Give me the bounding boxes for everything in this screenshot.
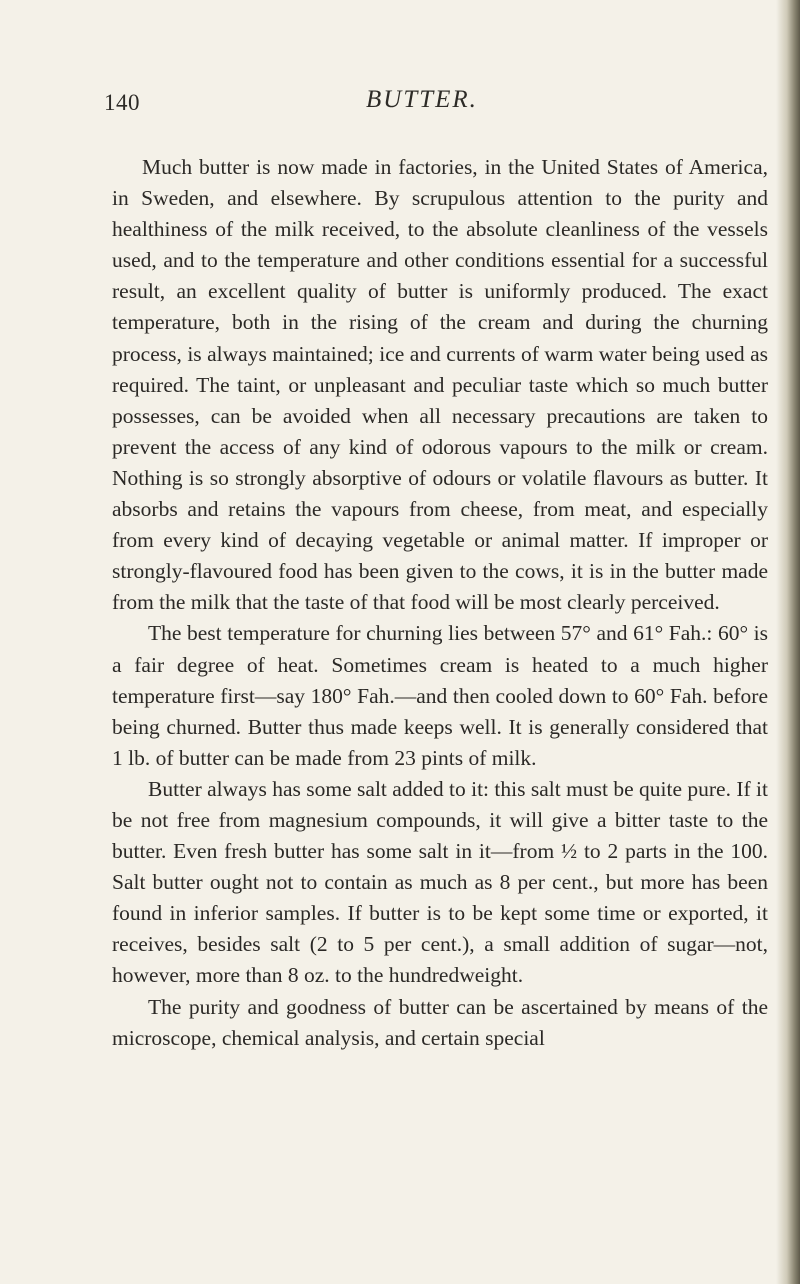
page-edge-shadow <box>776 0 800 1284</box>
paragraph-purity: The purity and goodness of butter can be ascertained by means of the microscope, chemical analysis, and certain special <box>112 994 768 1050</box>
paragraph-salt: Butter always has some salt added to it: this salt must be quite pure. If it be not free from magnesium compounds, it will give a bitter taste to the butter. Even fresh butter has some salt in it—from ½ to 2 parts in the 100. Salt butter ought not to contain as much as 8 per cent., but more has been found in inferior samples. If butter is to be kept some time or exported, it receives, besides salt (2 to 5 per cent.), a small addition of sugar—not, however, more than 8 oz. to the hundredweight. <box>112 776 768 988</box>
paragraph-temperature: The best temperature for churning lies between 57° and 61° Fah.: 60° is a fair degree of heat. Sometimes cream is heated to a much higher temperature first—say 180° Fah.—and then cooled down to 60° Fah. before being churned. Butter thus made keeps well. It is generally considered that 1 lb. of butter can be made from 23 pints of milk. <box>112 621 768 770</box>
paragraph-factories: Much butter is now made in factories, in the United States of America, in Sweden, and elsewhere. By scrupulous attention to the purity and healthiness of the milk received, to the absolute cleanliness of the vessels used, and to the temperature and other conditions essential for a successful result, an excellent quality of butter is uniformly produced. The exact temperature, both in the rising of the cream and during the churning process, is always maintained; ice and currents of warm water being used as required. The taint, or unpleasant and peculiar taste which so much butter possesses, can be avoided when all necessary precautions are taken to prevent the access of any kind of odorous vapours to the milk or cream. Nothing is so strongly absorptive of odours or volatile flavours as butter. It absorbs and retains the vapours from cheese, from meat, and especially from every kind of decaying vegetable or animal matter. If improper or strongly-flavoured food has been given to the cows, it is in the butter made from the milk that the taste of that food will be most clearly perceived. <box>112 155 768 615</box>
body-text <box>112 152 768 1054</box>
running-head: BUTTER. <box>366 86 478 113</box>
page-header <box>104 84 764 120</box>
page-number: 140 <box>104 90 140 115</box>
